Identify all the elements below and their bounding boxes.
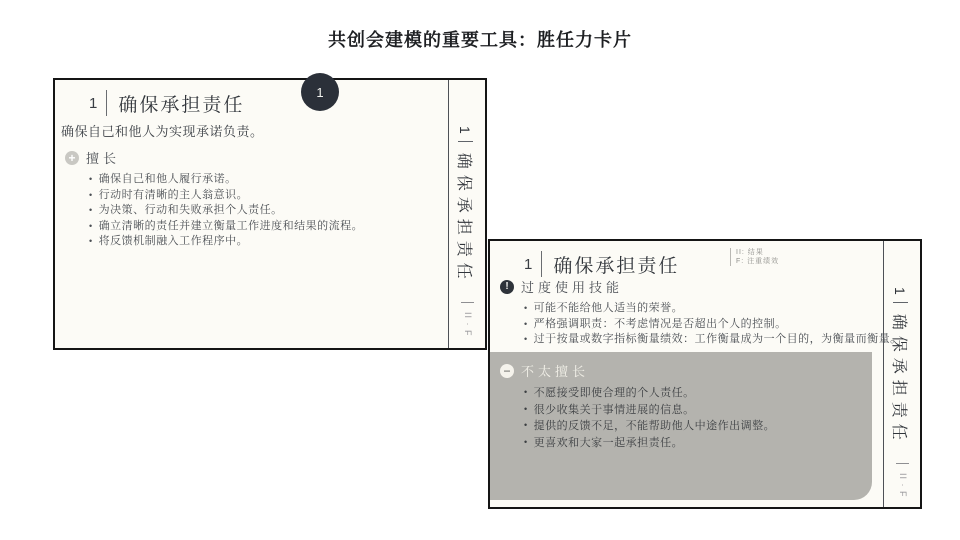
bullet-text: 确保自己和他人履行承诺。 [98, 173, 237, 185]
bullet-dot-icon: • [524, 436, 528, 447]
bullet-text: 很少收集关于事情进展的信息。 [533, 403, 695, 416]
card-front-header [89, 90, 244, 116]
side-vertical-title [454, 126, 477, 285]
category-meta-line1: II: 结果 [736, 249, 764, 256]
bullet-text: 不愿接受即使合理的个人责任。 [533, 387, 695, 399]
side-category-code: II · F [461, 302, 474, 337]
side-card-title: 确保承担责任 [455, 152, 472, 285]
minus-circle-icon: − [500, 364, 514, 378]
bullet-dot-icon: • [89, 205, 93, 215]
unskilled-panel [490, 352, 872, 500]
side-divider [458, 141, 473, 142]
overused-section-label: 过度使用技能 [521, 280, 624, 295]
bullet-item [524, 317, 902, 333]
side-card-number: 1 [892, 287, 909, 295]
bullet-dot-icon: • [89, 174, 93, 184]
bullet-item [524, 301, 902, 317]
bullet-item [524, 385, 872, 402]
exclamation-circle-icon: ! [500, 280, 514, 294]
card-side-tab [883, 241, 920, 507]
unskilled-bullet-list [524, 385, 872, 451]
card-side-tab [448, 80, 485, 348]
skilled-section-label: 擅长 [86, 151, 121, 166]
bullet-item [524, 418, 872, 435]
side-divider [893, 302, 908, 303]
bullet-item [524, 402, 872, 419]
bullet-item [89, 219, 363, 235]
card-number: 1 [89, 94, 98, 112]
bullet-item [524, 332, 902, 348]
plus-circle-icon: + [65, 151, 79, 165]
bullet-text: 过于按量或数字指标衡量绩效：工作衡量成为一个目的，为衡量而衡量。 [533, 333, 902, 345]
category-meta [730, 248, 779, 266]
bullet-text: 严格强调职责：不考虑情况是否超出个人的控制。 [533, 317, 787, 330]
card-title: 确保承担责任 [118, 94, 245, 116]
card-number-badge: 1 [301, 73, 339, 111]
bullet-text: 行动时有清晰的主人翁意识。 [98, 188, 249, 201]
bullet-dot-icon: • [524, 334, 528, 344]
bullet-dot-icon: • [524, 387, 528, 397]
bullet-dot-icon: • [524, 303, 528, 313]
card-back-header [524, 251, 679, 277]
bullet-text: 将反馈机制融入工作程序中。 [98, 235, 249, 247]
side-vertical-title [889, 287, 912, 446]
card-description: 确保自己和他人为实现承诺负责。 [61, 124, 264, 139]
bullet-text: 可能不能给他人适当的荣誉。 [533, 302, 684, 314]
card-number: 1 [524, 255, 533, 273]
card-title: 确保承担责任 [553, 255, 680, 277]
overused-section [500, 277, 902, 348]
unskilled-section-header [500, 361, 872, 380]
bullet-dot-icon: • [524, 403, 528, 414]
slide-title: 共创会建模的重要工具：胜任力卡片 [328, 30, 632, 50]
bullet-dot-icon: • [89, 189, 93, 200]
category-meta-line2: F: 注重绩效 [736, 258, 780, 265]
skilled-bullet-list [89, 172, 363, 250]
bullet-item [89, 203, 363, 219]
bullet-item [89, 172, 363, 188]
overused-bullet-list [524, 301, 902, 348]
bullet-text: 更喜欢和大家一起承担责任。 [533, 436, 684, 449]
bullet-text: 确立清晰的责任并建立衡量工作进度和结果的流程。 [98, 219, 364, 232]
bullet-item [89, 188, 363, 204]
unskilled-section-label: 不太擅长 [521, 364, 590, 379]
bullet-text: 提供的反馈不足，不能帮助他人中途作出调整。 [533, 420, 776, 432]
bullet-item [524, 435, 872, 452]
side-category-code: II · F [896, 463, 909, 498]
bullet-dot-icon: • [89, 236, 93, 246]
bullet-dot-icon: • [524, 318, 528, 329]
bullet-item [89, 234, 363, 250]
side-card-number: 1 [457, 126, 474, 134]
skilled-section-header [65, 148, 363, 167]
side-card-title: 确保承担责任 [890, 313, 907, 446]
bullet-text: 为决策、行动和失败承担个人责任。 [98, 204, 283, 216]
bullet-dot-icon: • [524, 420, 528, 430]
skilled-section [65, 148, 363, 250]
bullet-dot-icon: • [89, 220, 93, 231]
overused-section-header [500, 277, 902, 296]
competency-card-front [53, 78, 487, 350]
competency-card-back [488, 239, 922, 509]
